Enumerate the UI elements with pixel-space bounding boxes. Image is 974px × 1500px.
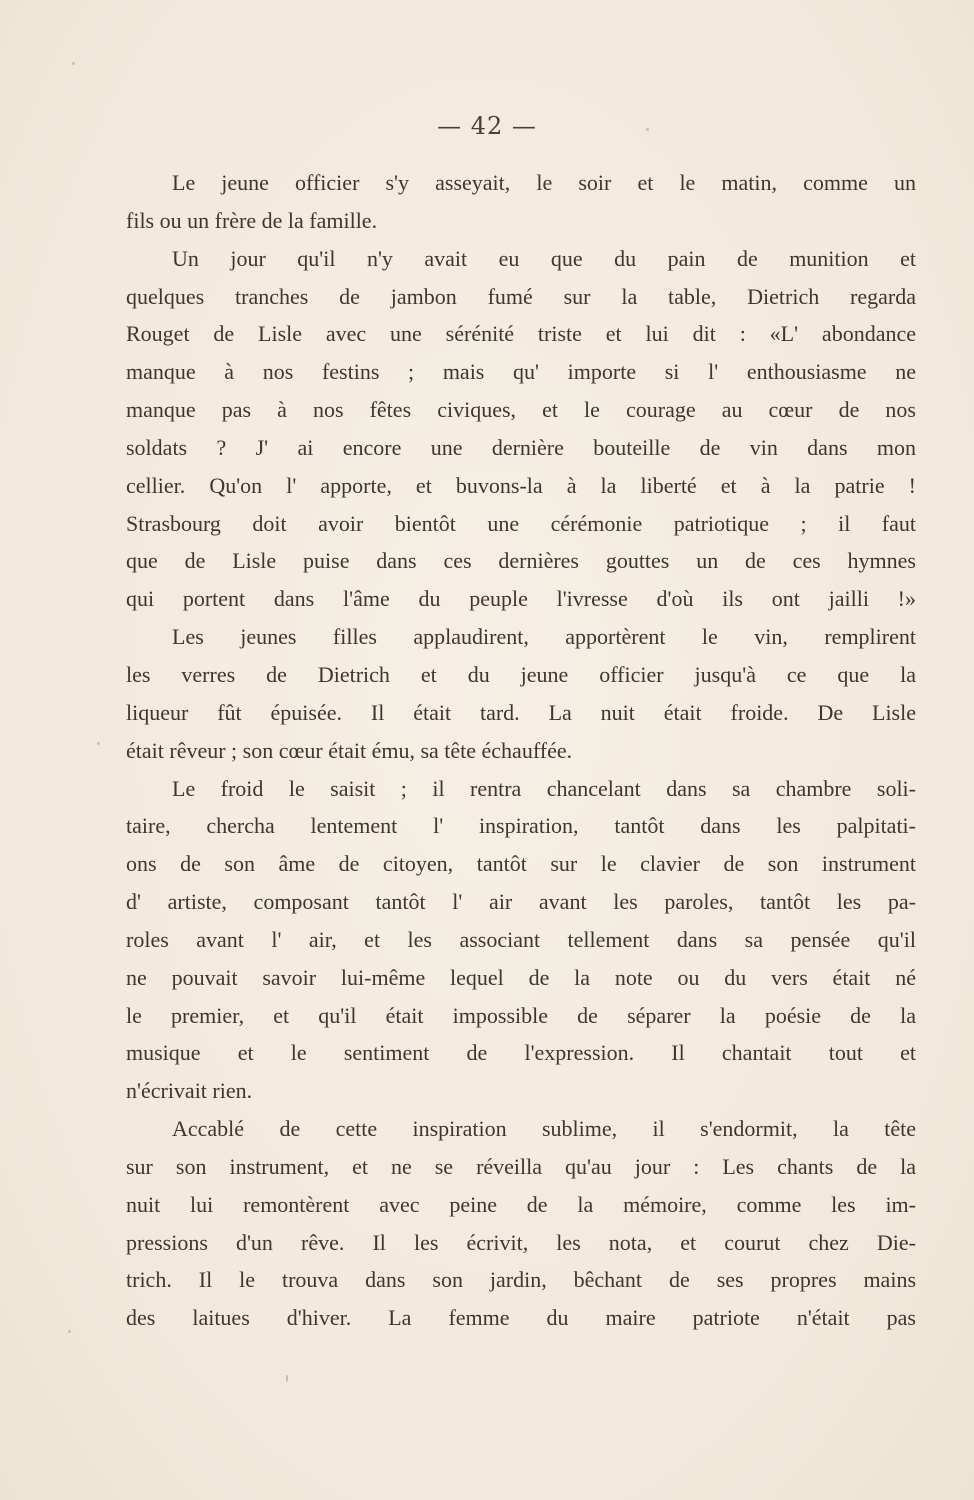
text-line: Rouget de Lisle avec une sérénité triste et lui dit : «L' abondance: [126, 321, 916, 347]
page-number: — 42 —: [437, 112, 537, 140]
text-line: Strasbourg doit avoir bientôt une cérémonie patriotique ; il faut: [126, 510, 916, 536]
text-line: quelques tranches de jambon fumé sur la table, Dietrich regarda: [126, 283, 916, 309]
text-line: musique et le sentiment de l'expression. Il chantait tout et: [126, 1040, 916, 1066]
text-line: ne pouvait savoir lui-même lequel de la note ou du vers était né: [126, 964, 916, 990]
text-line: manque à nos festins ; mais qu' importe si l' enthousiasme ne: [126, 359, 916, 385]
text-line: sur son instrument, et ne se réveilla qu'au jour : Les chants de la: [126, 1153, 916, 1179]
text-line: pressions d'un rêve. Il les écrivit, les nota, et courut chez Die-: [126, 1229, 916, 1255]
text-line: Accablé de cette inspiration sublime, il s'endormit, la tête: [172, 1116, 916, 1142]
text-line: n'écrivait rien.: [126, 1078, 253, 1104]
text-line: Les jeunes filles applaudirent, apportèrent le vin, remplirent: [172, 624, 916, 650]
text-line: Le jeune officier s'y asseyait, le soir et le matin, comme un: [172, 170, 916, 195]
text-line: cellier. Qu'on l' apporte, et buvons-la à la liberté et à la patrie !: [126, 472, 916, 498]
text-line: taire, chercha lentement l' inspiration, tantôt dans les palpitati-: [126, 813, 916, 839]
text-line: les verres de Dietrich et du jeune officier jusqu'à ce que la: [126, 661, 916, 687]
text-line: trich. Il le trouva dans son jardin, bêchant de ses propres mains: [126, 1267, 916, 1293]
text-line: nuit lui remontèrent avec peine de la mémoire, comme les im-: [126, 1191, 916, 1217]
text-line: des laitues d'hiver. La femme du maire patriote n'était pas: [126, 1305, 916, 1331]
text-line: fils ou un frère de la famille.: [126, 207, 378, 233]
text-line: liqueur fût épuisée. Il était tard. La nuit était froide. De Lisle: [126, 699, 916, 725]
body-text: [126, 164, 916, 1337]
text-line: manque pas à nos fêtes civiques, et le courage au cœur de nos: [126, 397, 916, 423]
text-line: le premier, et qu'il était impossible de séparer la poésie de la: [126, 1002, 916, 1028]
text-line: ons de son âme de citoyen, tantôt sur le clavier de son instrument: [126, 851, 916, 877]
text-line: qui portent dans l'âme du peuple l'ivresse d'où ils ont jailli !»: [126, 586, 916, 612]
text-line: roles avant l' air, et les associant tellement dans sa pensée qu'il: [126, 926, 916, 952]
text-line: que de Lisle puise dans ces dernières gouttes un de ces hymnes: [126, 548, 916, 574]
text-line: Un jour qu'il n'y avait eu que du pain de munition et: [172, 245, 916, 271]
text-line: Le froid le saisit ; il rentra chancelant dans sa chambre soli-: [172, 775, 916, 801]
text-line: d' artiste, composant tantôt l' air avant les paroles, tantôt les pa-: [126, 889, 916, 915]
text-line: était rêveur ; son cœur était ému, sa tête échauffée.: [126, 737, 573, 763]
text-line: soldats ? J' ai encore une dernière bouteille de vin dans mon: [126, 434, 916, 460]
